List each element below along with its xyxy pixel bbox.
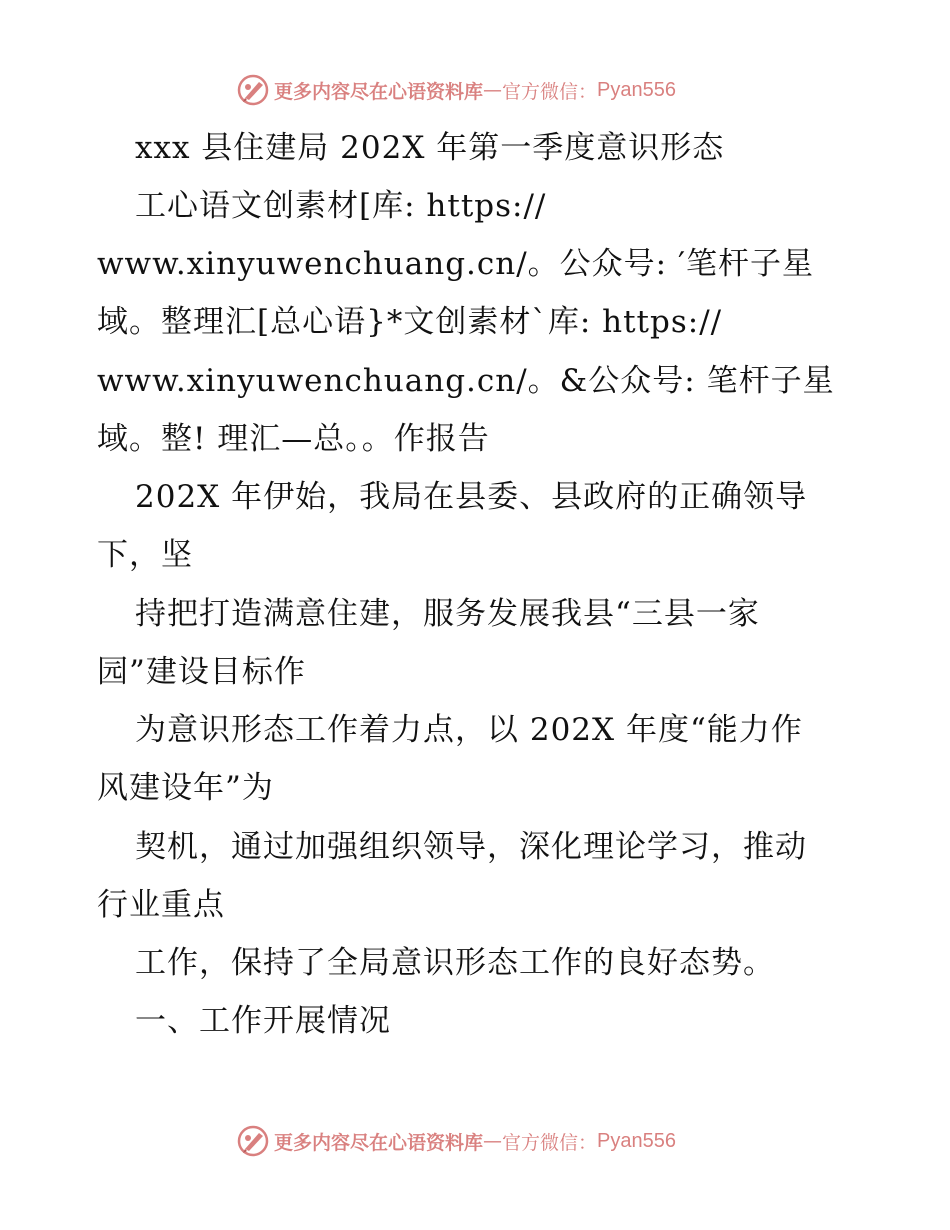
header-watermark [236, 72, 716, 108]
doc-title-line-2: 工心语文创素材[库: https:// [135, 188, 547, 224]
paragraph-line: 为意识形态工作着力点，以 202X 年度“能力作 [135, 712, 803, 748]
watermark-wechat-id: Pyan556 [597, 1129, 676, 1152]
footer-watermark [236, 1123, 716, 1159]
paragraph-line: 园”建设目标作 [97, 654, 306, 690]
quill-pen-logo-icon [236, 73, 270, 107]
paragraph-line: 持把打造满意住建，服务发展我县“三县一家 [135, 596, 760, 632]
quill-pen-logo-icon [236, 1124, 270, 1158]
paragraph-line: 契机，通过加强组织领导，深化理论学习，推动 [135, 829, 807, 865]
paragraph-line: 行业重点 [97, 887, 225, 923]
doc-text-line: www.xinyuwenchuang.cn/。&公众号: 笔杆子星 [97, 363, 835, 399]
doc-text-line: 域。整! 理汇—总。。作报告 [97, 421, 490, 457]
watermark-brand-text: 更多内容尽在心语资料库 [274, 80, 484, 103]
doc-text-line: 域。整理汇[总心语}*文创素材ˋ库: https:// [97, 304, 723, 340]
doc-title-line-1: xxx 县住建局 202X 年第一季度意识形态 [135, 130, 725, 166]
watermark-brand-text: 更多内容尽在心语资料库 [274, 1131, 484, 1154]
paragraph-line: 202X 年伊始，我局在县委、县政府的正确领导 [135, 479, 808, 515]
watermark-wechat-id: Pyan556 [597, 78, 676, 101]
paragraph-line: 风建设年”为 [97, 770, 274, 806]
watermark-wechat-label: 官方微信： [502, 1131, 598, 1154]
section-heading: 一、工作开展情况 [135, 1003, 391, 1039]
paragraph-line: 工作，保持了全局意识形态工作的良好态势。 [135, 945, 775, 981]
paragraph-line: 下，坚 [97, 537, 193, 573]
watermark-wechat-label: 官方微信： [502, 80, 598, 103]
watermark-dash: — [483, 79, 503, 101]
watermark-dash: — [483, 1130, 503, 1152]
doc-text-line: www.xinyuwenchuang.cn/。公众号: ′笔杆子星 [97, 246, 815, 282]
